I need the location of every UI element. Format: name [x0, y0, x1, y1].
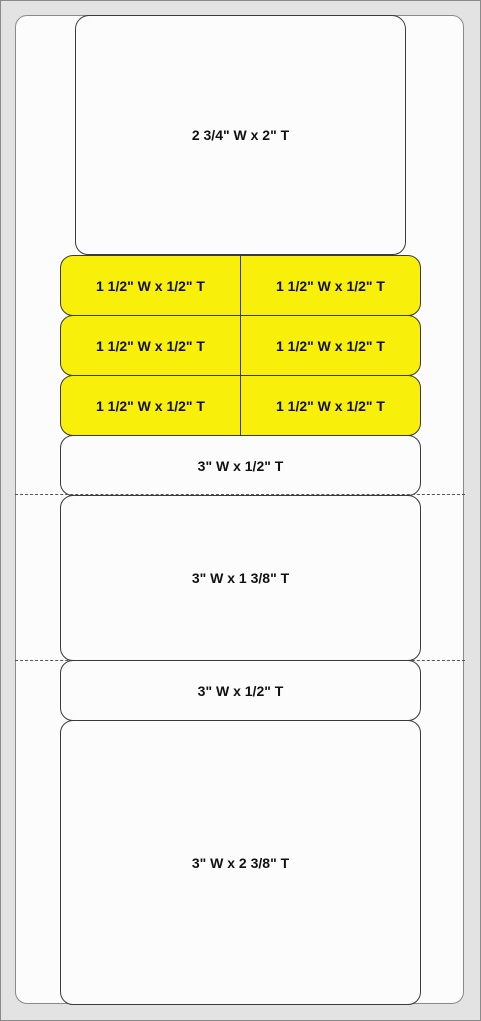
label-middle	[60, 495, 421, 661]
label-top-text: 2 3/4" W x 2" T	[191, 127, 290, 143]
small-label-row-3	[60, 375, 420, 436]
small-label-text: 1 1/2" W x 1/2" T	[276, 397, 385, 414]
small-label-row-2	[60, 315, 420, 376]
small-label-1-right	[240, 255, 421, 316]
label-strip-2	[60, 660, 421, 721]
small-label-2-right	[240, 315, 421, 376]
label-top	[75, 15, 406, 255]
small-label-text: 1 1/2" W x 1/2" T	[276, 277, 385, 294]
small-label-3-left	[60, 375, 241, 436]
small-label-text: 1 1/2" W x 1/2" T	[96, 277, 205, 294]
small-label-text: 1 1/2" W x 1/2" T	[96, 397, 205, 414]
label-strip-2-text: 3" W x 1/2" T	[197, 682, 284, 699]
label-strip-1	[60, 435, 421, 496]
small-label-2-left	[60, 315, 241, 376]
small-label-row-1	[60, 255, 420, 316]
small-label-text: 1 1/2" W x 1/2" T	[96, 337, 205, 354]
label-strip-1-text: 3" W x 1/2" T	[197, 457, 284, 474]
small-label-1-left	[60, 255, 241, 316]
small-label-3-right	[240, 375, 421, 436]
label-bottom	[60, 720, 421, 1005]
small-label-text: 1 1/2" W x 1/2" T	[276, 337, 385, 354]
label-bottom-text: 3" W x 2 3/8" T	[191, 854, 290, 871]
label-middle-text: 3" W x 1 3/8" T	[191, 570, 290, 586]
